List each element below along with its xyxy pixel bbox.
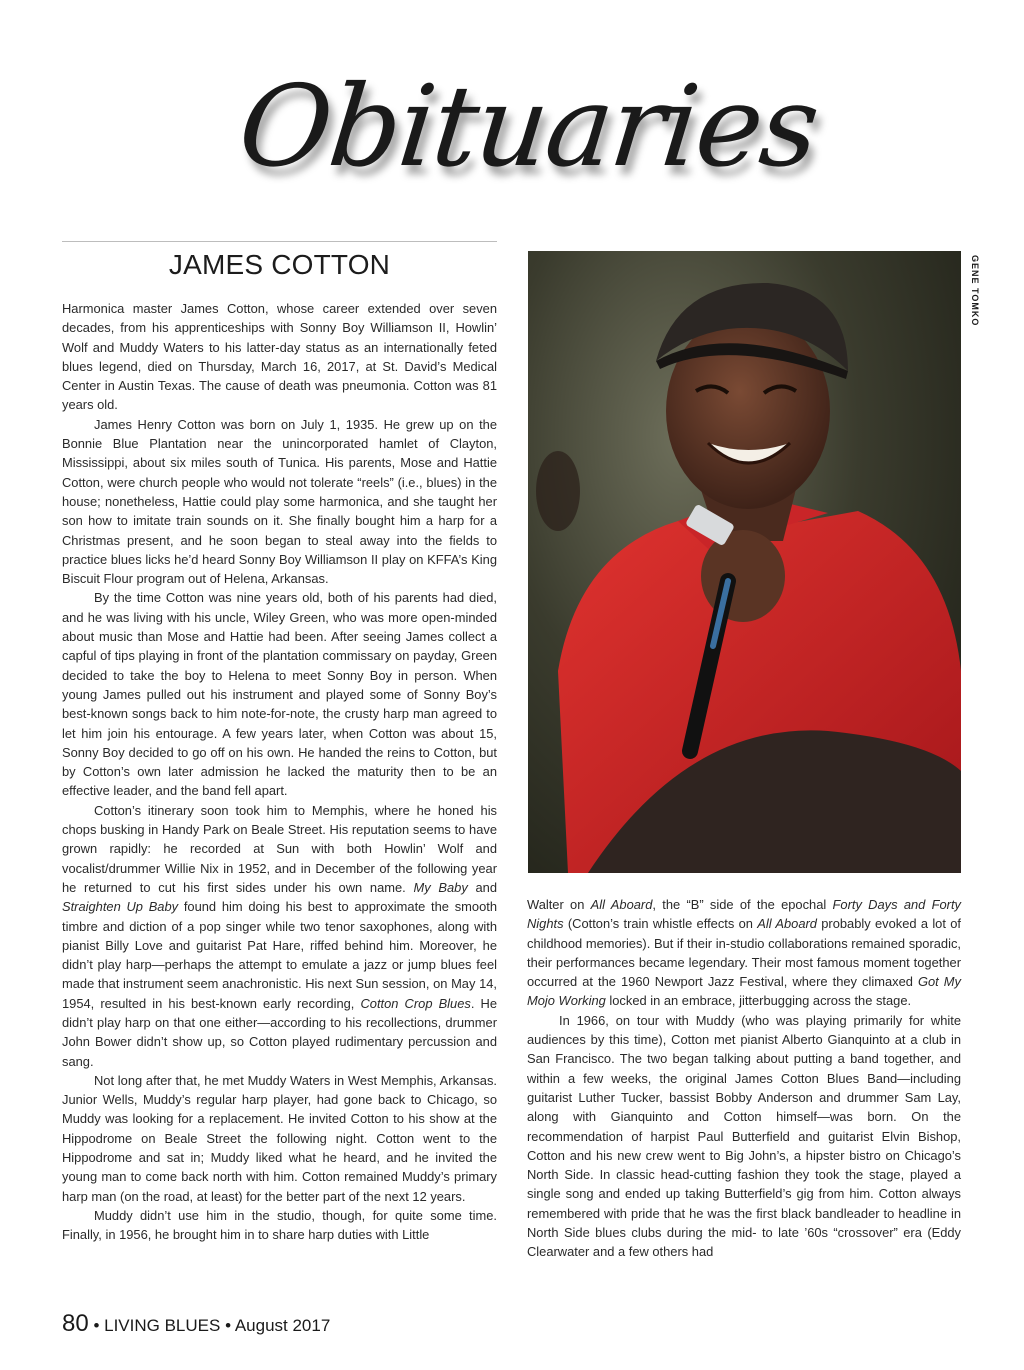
footer-bullet: •: [225, 1316, 232, 1335]
text-run: Walter on: [527, 897, 591, 912]
text-run: . He didn’t play harp on that one either—according to his recollections, drummer John Bower didn’t show up, so Cotton played rudimentary percussion and sang.: [62, 995, 497, 1069]
paragraph: James Henry Cotton was born on July 1, 1935. He grew up on the Bonnie Blue Plantation near the unincorporated hamlet of Clayton, Mississippi, about six miles south of Tunica. His parents, Mose and Hattie Cotton, were church people who would not tolerate “reels” (i.e., blues) in the house; nonetheless, Hattie could play some harmonica, and she taught her son how to imitate train sounds on it. She finally bought him a harp for a Christmas present, and he soon began to steal away into the fields to practice blues licks he’d heard Sonny Boy Williamson II play on KFFA’s King Biscuit Flour program out of Helena, Arkansas.: [62, 416, 497, 587]
paragraph: Not long after that, he met Muddy Waters in West Memphis, Arkansas. Junior Wells, Muddy’s regular harp player, had gone back to Chicago, so Muddy was looking for a replacement. He invited Cotton to his show at the Hippodrome on Beale Street the following night. Cotton went to the Hippodrome and sat in; Muddy liked what he heard, and he invited the young man to come back north with him. Cotton remained Muddy’s primary harp man (on the road, at least) for the better part of the next 12 years.: [62, 1072, 497, 1204]
song-title: My Baby: [413, 879, 468, 895]
text-run: , the “B” side of the epochal: [652, 897, 833, 912]
left-column: [62, 299, 497, 1245]
text-run: Cotton’s itinerary soon took him to Memphis, where he honed his chops busking in Handy Park on Beale Street. His reputation seems to have grown rapidly: he recorded at Sun with both Howlin’ Wolf and vocalist/drummer Willie Nix in 1952, and in December of the following year he returned to cut his first sides under his own name.: [62, 802, 497, 895]
text-run: and: [467, 879, 498, 895]
page-footer: [62, 1310, 330, 1344]
article-headline: JAMES COTTON: [168, 249, 391, 280]
paragraph: [527, 895, 961, 1011]
text-run: locked in an embrace, jitterbugging across the stage.: [605, 993, 912, 1009]
song-title: Got My Mojo Working: [527, 974, 961, 1009]
song-title: All Aboard: [757, 916, 817, 932]
song-title: Cotton Crop Blues: [360, 995, 471, 1011]
paragraph: [62, 801, 497, 1071]
text-run: found him doing his best to approximate the smooth timbre and diction of a pop singer while two tenor saxophones, along with pianist Billy Love and guitarist Pat Hare, riffed behind him. Moreover, he didn’t play harp—perhaps the attempt to emulate a jazz or jump blues feel made that instrument seem anachronistic. His next Sun session, on May 14, 1954, resulted in his best-known early recording,: [62, 899, 497, 1011]
page-number: 80: [62, 1310, 89, 1337]
issue-date: August 2017: [234, 1316, 331, 1335]
song-title: Straighten Up Baby: [62, 899, 179, 915]
footer-bullet: •: [93, 1316, 100, 1335]
song-title: Forty Days and Forty Nights: [527, 897, 961, 932]
photo-credit: GENE TOMKO: [970, 255, 980, 327]
paragraph: Harmonica master James Cotton, whose career extended over seven decades, from his apprenticeships with Sonny Boy Williamson II, Howlin’ Wolf and Muddy Waters to his latter-day status as an internationally feted blues legend, died on Thursday, March 16, 2017, at St. David’s Medical Center in Austin Texas. The cause of death was pneumonia. Cotton was 81 years old.: [62, 301, 497, 413]
magazine-name: LIVING BLUES: [104, 1316, 221, 1335]
paragraph: By the time Cotton was nine years old, both of his parents had died, and he was living with his uncle, Wiley Green, who was more open-minded about music than Mose and Hattie had been. After seeing James collect a capful of tips playing in front of the plantation commissary on payday, Green decided to take the boy to Helena to meet Sonny Boy in person. When young James pulled out his instrument and played some of Sonny Boy’s best-known songs back to him note-for-note, the crusty harp man agreed to let him join his entourage. A few years later, when Cotton was about 15, Sonny Boy decided to go off on his own. He handed the reins to Cotton, but by Cotton’s own later admission he lacked the maturity then to be an effective leader, and the band fell apart.: [62, 590, 497, 799]
paragraph: In 1966, on tour with Muddy (who was playing primarily for white audiences by this time), Cotton met pianist Alberto Gianquinto at a club in San Francisco. The two began talking about putting a band together, and within a few weeks, the original James Cotton Blues Band—including guitarist Luther Tucker, bassist Bobby Anderson and drummer Sam Lay, along with Gianquinto and Cotton himself—was born. On the recommendation of harpist Paul Butterfield and guitarist Elvin Bishop, Cotton and his new crew went to Big John’s, a hipster bistro on Chicago’s North Side. In classic head-cutting fashion they took the stage, played a single song and ended up taking Butterfield’s gig from him. Cotton always remembered with pride that he was the first black bandleader to headline in North Side blues clubs during the mid- to late ’60s “crossover” era (Eddy Clearwater and a few others had: [527, 1012, 961, 1260]
article-photo: [528, 251, 961, 873]
text-run: probably evoked a lot of childhood memories). But if their in-studio collaborations remained sporadic, their performances became legendary. Their most famous moment together occurred at the 1960 Newport Jazz Festival, where they climaxed: [527, 916, 961, 990]
section-title: Obituaries: [233, 62, 824, 192]
song-title: All Aboard: [590, 897, 653, 912]
right-column: [527, 895, 961, 1262]
text-run: (Cotton’s train whistle effects on: [563, 916, 758, 932]
headline-rule: [62, 241, 497, 242]
paragraph: Muddy didn’t use him in the studio, though, for quite some time. Finally, in 1956, he brought him in to share harp duties with Little: [62, 1207, 497, 1243]
